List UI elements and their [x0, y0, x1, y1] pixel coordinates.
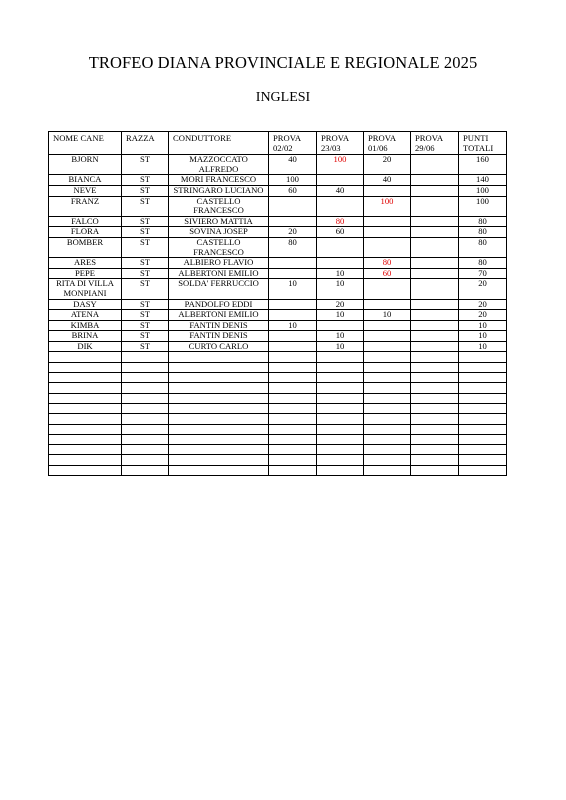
- empty-table-row: [49, 434, 507, 444]
- table-row: [49, 310, 507, 321]
- empty-cell: [269, 424, 317, 434]
- empty-table-row: [49, 445, 507, 455]
- cell-conduttore: MAZZOCCATO ALFREDO: [169, 155, 269, 175]
- table-header-row: [49, 132, 507, 155]
- header-prova-4: PROVA 29/06: [411, 132, 459, 155]
- empty-cell: [317, 352, 364, 362]
- empty-table-row: [49, 403, 507, 413]
- header-nome-cane: NOME CANE: [49, 132, 122, 155]
- empty-cell: [49, 455, 122, 465]
- cell-razza: ST: [122, 331, 169, 342]
- cell-punti-totali: 20: [459, 310, 507, 321]
- empty-cell: [364, 414, 411, 424]
- empty-cell: [459, 383, 507, 393]
- empty-cell: [364, 373, 411, 383]
- empty-cell: [459, 352, 507, 362]
- header-razza: RAZZA: [122, 132, 169, 155]
- empty-cell: [49, 383, 122, 393]
- document-subtitle: INGLESI: [255, 90, 311, 105]
- empty-cell: [411, 352, 459, 362]
- cell-prova-2: 100: [317, 155, 364, 175]
- cell-prova-4: [411, 237, 459, 257]
- cell-nome-cane: BJORN: [49, 155, 122, 175]
- cell-conduttore: SIVIERO MATTIA: [169, 216, 269, 227]
- cell-prova-4: [411, 155, 459, 175]
- cell-conduttore: PANDOLFO EDDI: [169, 299, 269, 310]
- empty-table-row: [49, 352, 507, 362]
- table-row: [49, 216, 507, 227]
- cell-prova-2: 10: [317, 310, 364, 321]
- empty-table-row: [49, 414, 507, 424]
- cell-prova-4: [411, 341, 459, 352]
- empty-cell: [411, 403, 459, 413]
- cell-conduttore: STRINGARO LUCIANO: [169, 185, 269, 196]
- cell-prova-3: [364, 237, 411, 257]
- cell-prova-1: [269, 196, 317, 216]
- empty-cell: [122, 434, 169, 444]
- empty-cell: [49, 403, 122, 413]
- cell-prova-2: [317, 258, 364, 269]
- table-row: [49, 299, 507, 310]
- cell-conduttore: SOVINA JOSEP: [169, 227, 269, 238]
- cell-prova-4: [411, 320, 459, 331]
- empty-cell: [459, 424, 507, 434]
- cell-prova-4: [411, 185, 459, 196]
- table-row: [49, 175, 507, 186]
- cell-punti-totali: 140: [459, 175, 507, 186]
- empty-cell: [317, 465, 364, 475]
- cell-prova-4: [411, 258, 459, 269]
- cell-prova-4: [411, 227, 459, 238]
- empty-cell: [169, 465, 269, 475]
- cell-nome-cane: BIANCA: [49, 175, 122, 186]
- cell-razza: ST: [122, 268, 169, 279]
- empty-cell: [364, 393, 411, 403]
- empty-cell: [364, 465, 411, 475]
- empty-cell: [411, 362, 459, 372]
- empty-cell: [364, 434, 411, 444]
- cell-prova-1: 20: [269, 227, 317, 238]
- empty-table-row: [49, 362, 507, 372]
- cell-prova-2: 20: [317, 299, 364, 310]
- cell-prova-3: [364, 320, 411, 331]
- cell-razza: ST: [122, 237, 169, 257]
- empty-cell: [49, 373, 122, 383]
- empty-cell: [364, 403, 411, 413]
- cell-nome-cane: BOMBER: [49, 237, 122, 257]
- empty-cell: [49, 434, 122, 444]
- empty-cell: [364, 424, 411, 434]
- empty-cell: [269, 465, 317, 475]
- cell-prova-1: [269, 268, 317, 279]
- cell-prova-2: [317, 237, 364, 257]
- cell-conduttore: CASTELLO FRANCESCO: [169, 196, 269, 216]
- cell-nome-cane: BRINA: [49, 331, 122, 342]
- header-prova-2: PROVA 23/03: [317, 132, 364, 155]
- cell-prova-1: [269, 331, 317, 342]
- header-prova-3: PROVA 01/06: [364, 132, 411, 155]
- cell-prova-2: 80: [317, 216, 364, 227]
- empty-cell: [411, 445, 459, 455]
- cell-punti-totali: 80: [459, 237, 507, 257]
- empty-cell: [122, 403, 169, 413]
- empty-cell: [459, 455, 507, 465]
- cell-nome-cane: DASY: [49, 299, 122, 310]
- cell-razza: ST: [122, 279, 169, 299]
- empty-cell: [411, 414, 459, 424]
- empty-cell: [459, 465, 507, 475]
- cell-nome-cane: FLORA: [49, 227, 122, 238]
- empty-cell: [269, 352, 317, 362]
- empty-table-row: [49, 393, 507, 403]
- cell-razza: ST: [122, 299, 169, 310]
- cell-prova-3: 10: [364, 310, 411, 321]
- cell-prova-4: [411, 216, 459, 227]
- empty-cell: [411, 455, 459, 465]
- empty-cell: [49, 445, 122, 455]
- cell-nome-cane: RITA DI VILLA MONPIANI: [49, 279, 122, 299]
- empty-cell: [49, 362, 122, 372]
- cell-prova-4: [411, 299, 459, 310]
- cell-prova-1: 60: [269, 185, 317, 196]
- empty-cell: [122, 383, 169, 393]
- cell-prova-3: [364, 185, 411, 196]
- cell-prova-1: 80: [269, 237, 317, 257]
- cell-punti-totali: 20: [459, 299, 507, 310]
- cell-prova-4: [411, 268, 459, 279]
- empty-cell: [269, 393, 317, 403]
- cell-prova-3: [364, 279, 411, 299]
- empty-cell: [364, 455, 411, 465]
- ranking-table: [48, 131, 507, 476]
- cell-prova-1: [269, 258, 317, 269]
- cell-razza: ST: [122, 320, 169, 331]
- empty-cell: [459, 393, 507, 403]
- empty-cell: [317, 414, 364, 424]
- cell-nome-cane: NEVE: [49, 185, 122, 196]
- cell-razza: ST: [122, 227, 169, 238]
- empty-cell: [49, 414, 122, 424]
- empty-cell: [364, 383, 411, 393]
- cell-conduttore: CASTELLO FRANCESCO: [169, 237, 269, 257]
- empty-cell: [411, 465, 459, 475]
- cell-punti-totali: 160: [459, 155, 507, 175]
- table-row: [49, 268, 507, 279]
- cell-nome-cane: FALCO: [49, 216, 122, 227]
- cell-razza: ST: [122, 175, 169, 186]
- cell-prova-2: [317, 320, 364, 331]
- empty-cell: [122, 465, 169, 475]
- cell-prova-3: [364, 331, 411, 342]
- empty-cell: [411, 373, 459, 383]
- empty-cell: [122, 373, 169, 383]
- empty-table-row: [49, 455, 507, 465]
- cell-conduttore: ALBIERO FLAVIO: [169, 258, 269, 269]
- cell-prova-2: [317, 196, 364, 216]
- empty-cell: [364, 362, 411, 372]
- cell-conduttore: MORI FRANCESCO: [169, 175, 269, 186]
- empty-cell: [122, 455, 169, 465]
- empty-cell: [49, 393, 122, 403]
- cell-prova-3: [364, 341, 411, 352]
- cell-punti-totali: 70: [459, 268, 507, 279]
- empty-cell: [317, 362, 364, 372]
- cell-punti-totali: 100: [459, 196, 507, 216]
- cell-prova-2: [317, 175, 364, 186]
- document-title: TROFEO DIANA PROVINCIALE E REGIONALE 2025: [88, 53, 478, 72]
- cell-prova-3: 80: [364, 258, 411, 269]
- header-prova-1: PROVA 02/02: [269, 132, 317, 155]
- empty-cell: [269, 445, 317, 455]
- table-row: [49, 258, 507, 269]
- cell-nome-cane: ATENA: [49, 310, 122, 321]
- empty-cell: [169, 352, 269, 362]
- cell-conduttore: FANTIN DENIS: [169, 320, 269, 331]
- empty-cell: [169, 434, 269, 444]
- empty-cell: [317, 393, 364, 403]
- empty-table-row: [49, 424, 507, 434]
- cell-prova-1: 10: [269, 320, 317, 331]
- empty-cell: [364, 352, 411, 362]
- empty-cell: [49, 424, 122, 434]
- empty-cell: [317, 373, 364, 383]
- table-row: [49, 227, 507, 238]
- empty-table-row: [49, 383, 507, 393]
- empty-cell: [169, 445, 269, 455]
- empty-cell: [169, 455, 269, 465]
- empty-cell: [169, 373, 269, 383]
- cell-prova-3: 60: [364, 268, 411, 279]
- empty-cell: [122, 393, 169, 403]
- cell-prova-2: 10: [317, 268, 364, 279]
- empty-cell: [317, 455, 364, 465]
- empty-cell: [269, 383, 317, 393]
- cell-prova-3: [364, 299, 411, 310]
- cell-punti-totali: 80: [459, 258, 507, 269]
- cell-razza: ST: [122, 216, 169, 227]
- empty-table-row: [49, 465, 507, 475]
- cell-razza: ST: [122, 310, 169, 321]
- cell-punti-totali: 10: [459, 341, 507, 352]
- cell-prova-2: 10: [317, 331, 364, 342]
- empty-cell: [169, 424, 269, 434]
- cell-punti-totali: 80: [459, 227, 507, 238]
- empty-cell: [459, 414, 507, 424]
- cell-prova-2: 10: [317, 279, 364, 299]
- empty-cell: [269, 362, 317, 372]
- table-row: [49, 279, 507, 299]
- cell-prova-3: 100: [364, 196, 411, 216]
- empty-cell: [169, 403, 269, 413]
- header-punti-totali: PUNTI TOTALI: [459, 132, 507, 155]
- empty-cell: [411, 383, 459, 393]
- empty-cell: [317, 434, 364, 444]
- cell-prova-3: 40: [364, 175, 411, 186]
- cell-conduttore: CURTO CARLO: [169, 341, 269, 352]
- cell-punti-totali: 10: [459, 320, 507, 331]
- cell-prova-2: 60: [317, 227, 364, 238]
- empty-cell: [122, 362, 169, 372]
- cell-prova-3: 20: [364, 155, 411, 175]
- empty-cell: [317, 403, 364, 413]
- empty-cell: [122, 445, 169, 455]
- empty-cell: [459, 362, 507, 372]
- cell-prova-1: [269, 299, 317, 310]
- cell-conduttore: ALBERTONI EMILIO: [169, 310, 269, 321]
- cell-razza: ST: [122, 185, 169, 196]
- cell-razza: ST: [122, 155, 169, 175]
- empty-cell: [269, 373, 317, 383]
- cell-prova-2: 40: [317, 185, 364, 196]
- cell-conduttore: FANTIN DENIS: [169, 331, 269, 342]
- empty-cell: [317, 383, 364, 393]
- empty-cell: [459, 373, 507, 383]
- cell-conduttore: ALBERTONI EMILIO: [169, 268, 269, 279]
- table-body: [49, 155, 507, 476]
- empty-cell: [169, 393, 269, 403]
- cell-prova-1: 100: [269, 175, 317, 186]
- cell-nome-cane: FRANZ: [49, 196, 122, 216]
- empty-cell: [122, 424, 169, 434]
- empty-cell: [364, 445, 411, 455]
- cell-prova-1: [269, 310, 317, 321]
- table-row: [49, 196, 507, 216]
- cell-prova-1: [269, 216, 317, 227]
- empty-cell: [122, 414, 169, 424]
- table-row: [49, 320, 507, 331]
- cell-prova-1: 10: [269, 279, 317, 299]
- empty-cell: [411, 434, 459, 444]
- empty-cell: [269, 414, 317, 424]
- empty-cell: [269, 455, 317, 465]
- cell-punti-totali: 100: [459, 185, 507, 196]
- empty-cell: [411, 424, 459, 434]
- cell-prova-4: [411, 331, 459, 342]
- cell-razza: ST: [122, 258, 169, 269]
- cell-prova-4: [411, 310, 459, 321]
- cell-prova-3: [364, 216, 411, 227]
- empty-table-row: [49, 373, 507, 383]
- empty-cell: [269, 434, 317, 444]
- table-row: [49, 185, 507, 196]
- empty-cell: [169, 414, 269, 424]
- table-row: [49, 341, 507, 352]
- cell-nome-cane: KIMBA: [49, 320, 122, 331]
- cell-prova-4: [411, 279, 459, 299]
- cell-nome-cane: PEPE: [49, 268, 122, 279]
- empty-cell: [169, 383, 269, 393]
- empty-cell: [459, 445, 507, 455]
- cell-prova-1: [269, 341, 317, 352]
- empty-cell: [459, 434, 507, 444]
- table-row: [49, 155, 507, 175]
- cell-conduttore: SOLDA' FERRUCCIO: [169, 279, 269, 299]
- cell-prova-1: 40: [269, 155, 317, 175]
- cell-prova-3: [364, 227, 411, 238]
- cell-prova-4: [411, 175, 459, 186]
- empty-cell: [411, 393, 459, 403]
- table-row: [49, 331, 507, 342]
- empty-cell: [459, 403, 507, 413]
- empty-cell: [49, 352, 122, 362]
- cell-nome-cane: DIK: [49, 341, 122, 352]
- cell-nome-cane: ARES: [49, 258, 122, 269]
- table-row: [49, 237, 507, 257]
- empty-cell: [317, 424, 364, 434]
- cell-prova-4: [411, 196, 459, 216]
- cell-razza: ST: [122, 341, 169, 352]
- header-conduttore: CONDUTTORE: [169, 132, 269, 155]
- empty-cell: [317, 445, 364, 455]
- cell-punti-totali: 20: [459, 279, 507, 299]
- cell-punti-totali: 10: [459, 331, 507, 342]
- cell-razza: ST: [122, 196, 169, 216]
- empty-cell: [169, 362, 269, 372]
- empty-cell: [49, 465, 122, 475]
- cell-prova-2: 10: [317, 341, 364, 352]
- empty-cell: [122, 352, 169, 362]
- cell-punti-totali: 80: [459, 216, 507, 227]
- empty-cell: [269, 403, 317, 413]
